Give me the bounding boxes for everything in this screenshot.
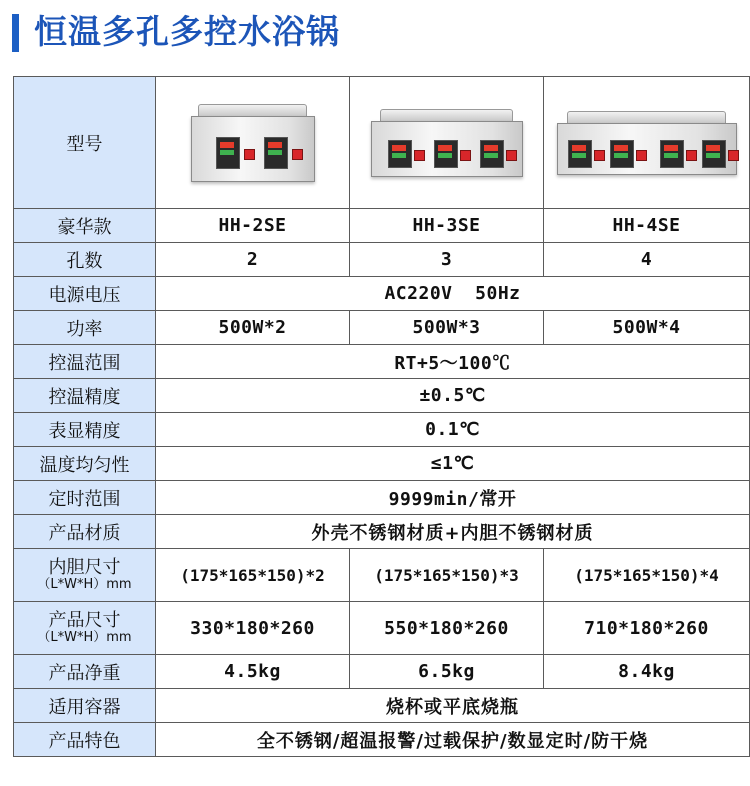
product-image-hh-4se [544, 77, 750, 209]
row-label [14, 602, 156, 655]
row-label: 控温精度 [14, 379, 156, 413]
cell-value: 330*180*260 [156, 602, 350, 655]
row-label: 产品特色 [14, 723, 156, 757]
cell-value: (175*165*150)*2 [156, 549, 350, 602]
water-bath-4-image [557, 111, 737, 175]
cell-value: 4.5kg [156, 655, 350, 689]
cell-value: HH-4SE [544, 209, 750, 243]
model-row [14, 77, 750, 209]
row-label: 产品材质 [14, 515, 156, 549]
cell-value: 2 [156, 243, 350, 277]
row-label: 电源电压 [14, 277, 156, 311]
cell-value-merged: AC220V 50Hz [156, 277, 750, 311]
cell-value-merged: ≤1℃ [156, 447, 750, 481]
cell-value: (175*165*150)*3 [350, 549, 544, 602]
model-label: 型号 [14, 77, 156, 209]
spec-row-holes [14, 243, 750, 277]
spec-row-power [14, 311, 750, 345]
row-label: 表显精度 [14, 413, 156, 447]
cell-value: 500W*2 [156, 311, 350, 345]
spec-row-inner-size [14, 549, 750, 602]
cell-value: HH-2SE [156, 209, 350, 243]
row-label: 豪华款 [14, 209, 156, 243]
row-label: 功率 [14, 311, 156, 345]
product-image-hh-3se [350, 77, 544, 209]
spec-row-display-accuracy [14, 413, 750, 447]
page-title: 恒温多孔多控水浴锅 [34, 12, 340, 51]
spec-row-series [14, 209, 750, 243]
water-bath-2-image [191, 104, 315, 182]
cell-value: 710*180*260 [544, 602, 750, 655]
cell-value-merged: 烧杯或平底烧瓶 [156, 689, 750, 723]
row-label: 温度均匀性 [14, 447, 156, 481]
spec-table [13, 76, 750, 757]
cell-value: 8.4kg [544, 655, 750, 689]
cell-value: 500W*4 [544, 311, 750, 345]
cell-value: 500W*3 [350, 311, 544, 345]
cell-value: HH-3SE [350, 209, 544, 243]
cell-value: (175*165*150)*4 [544, 549, 750, 602]
spec-row-timer [14, 481, 750, 515]
spec-row-temp-accuracy [14, 379, 750, 413]
spec-row-container [14, 689, 750, 723]
cell-value-merged: RT+5～100℃ [156, 345, 750, 379]
cell-value-merged: 9999min/常开 [156, 481, 750, 515]
spec-row-product-size [14, 602, 750, 655]
product-image-hh-2se [156, 77, 350, 209]
cell-value: 3 [350, 243, 544, 277]
row-label [14, 549, 156, 602]
cell-value-merged: ±0.5℃ [156, 379, 750, 413]
row-label: 定时范围 [14, 481, 156, 515]
spec-row-material [14, 515, 750, 549]
cell-value-merged: 全不锈钢/超温报警/过载保护/数显定时/防干烧 [156, 723, 750, 757]
row-label: 适用容器 [14, 689, 156, 723]
row-label-main: 产品尺寸 [48, 610, 121, 631]
cell-value: 550*180*260 [350, 602, 544, 655]
row-label-unit: （L*W*H）mm [37, 577, 132, 592]
water-bath-3-image [371, 109, 523, 177]
row-label: 孔数 [14, 243, 156, 277]
cell-value: 4 [544, 243, 750, 277]
spec-row-voltage [14, 277, 750, 311]
row-label: 产品净重 [14, 655, 156, 689]
cell-value: 6.5kg [350, 655, 544, 689]
cell-value-merged: 外壳不锈钢材质+内胆不锈钢材质 [156, 515, 750, 549]
spec-row-features [14, 723, 750, 757]
row-label: 控温范围 [14, 345, 156, 379]
row-label-unit: （L*W*H）mm [37, 630, 132, 645]
spec-row-weight [14, 655, 750, 689]
cell-value-merged: 0.1℃ [156, 413, 750, 447]
title-accent-bar [12, 14, 19, 52]
spec-row-uniformity [14, 447, 750, 481]
spec-row-temp-range [14, 345, 750, 379]
row-label-main: 内胆尺寸 [48, 557, 121, 578]
